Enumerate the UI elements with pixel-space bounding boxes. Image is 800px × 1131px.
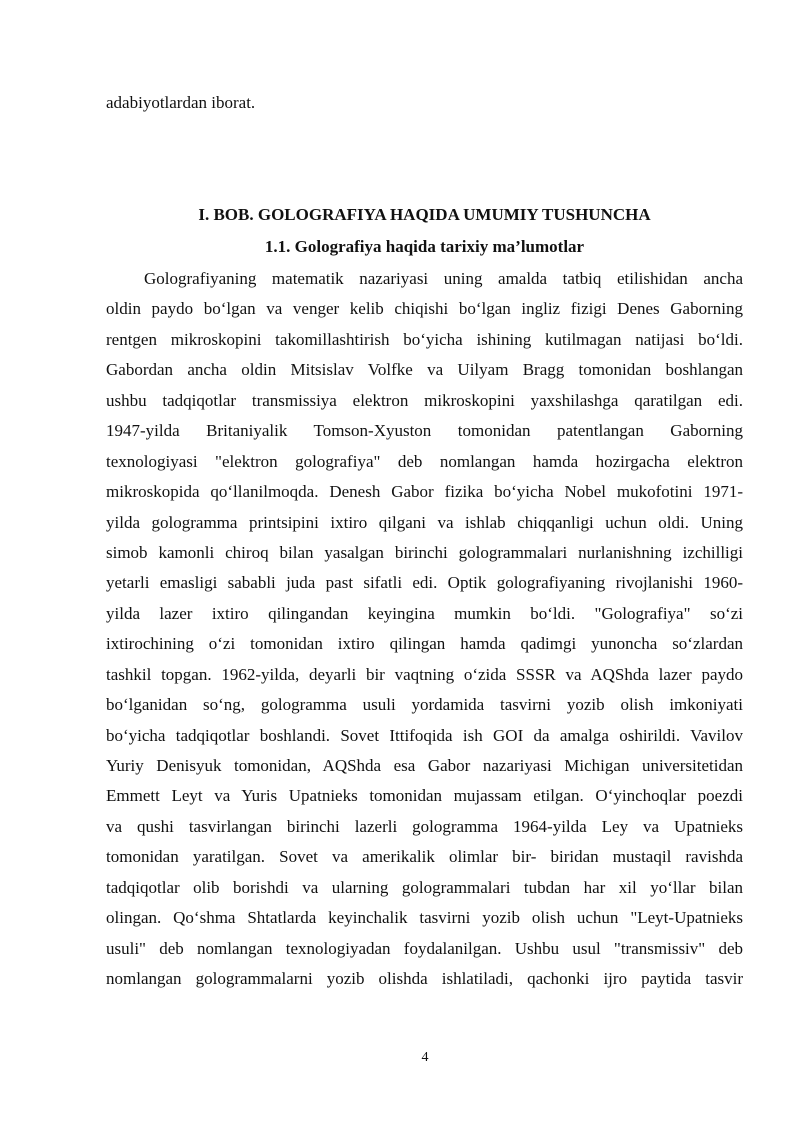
paragraph-line: texnologiyasi "elektron golografiya" deb nomlangan hamda hozirgacha elektron: [106, 451, 743, 471]
paragraph-line: yetarli emasligi sababli juda past sifatli edi. Optik golografiyaning rivojlanishi 1960-: [106, 573, 743, 593]
paragraph-line: Yuriy Denisyuk tomonidan, AQShda esa Gabor nazariyasi Michigan universitetidan: [106, 756, 743, 775]
paragraph-line: Golografiyaning matematik nazariyasi uning amalda tatbiq etilishidan ancha: [144, 269, 743, 288]
paragraph-line: tadqiqotlar olib borishdi va ularning gologrammalari tubdan har xil yo‘llar bilan: [106, 877, 743, 897]
paragraph-line: rentgen mikroskopini takomillashtirish bo‘yicha ishining kutilmagan natijasi bo‘ldi.: [106, 329, 743, 349]
paragraph-line: olingan. Qo‘shma Shtatlarda keyinchalik tasvirni yozib olish uchun "Leyt-Upatnieks: [106, 908, 743, 928]
paragraph-line: simob kamonli chiroq bilan yasalgan birinchi gologrammalari nurlanishning izchilligi: [106, 542, 743, 562]
paragraph-line: mikroskopida qo‘llanilmoqda. Denesh Gabor fizika bo‘yicha Nobel mukofotini 1971-: [106, 482, 743, 502]
paragraph-line: 1947-yilda Britaniyalik Tomson-Xyuston tomonidan patentlangan Gaborning: [106, 421, 743, 441]
paragraph-line: oldin paydo bo‘lgan va venger kelib chiqishi bo‘lgan ingliz fizigi Denes Gaborning: [106, 299, 743, 319]
paragraph-line: usuli" deb nomlangan texnologiyadan foydalanilgan. Ushbu usul "transmissiv" deb: [106, 938, 743, 958]
paragraph-line: yilda gologramma printsipini ixtiro qilgani va ishlab chiqqanligi uchun oldi. Uning: [106, 512, 743, 532]
paragraph-line: va qushi tasvirlangan birinchi lazerli gologramma 1964-yilda Ley va Upatnieks: [106, 816, 743, 836]
paragraph-line: Gabordan ancha oldin Mitsislav Volfke va Uilyam Bragg tomonidan boshlangan: [106, 360, 743, 380]
body-paragraph: [106, 264, 743, 995]
paragraph-line: bo‘lganidan so‘ng, gologramma usuli yordamida tasvirni yozib olish imkoniyati: [106, 695, 743, 715]
section-title: 1.1. Golografiya haqida tarixiy ma’lumotlar: [264, 237, 585, 256]
page-number: 4: [421, 1050, 429, 1065]
paragraph-line: nomlangan gologrammalarni yozib olishda ishlatiladi, qachonki ijro paytida tasvir: [106, 969, 743, 989]
paragraph-line: tashkil topgan. 1962-yilda, deyarli bir vaqtning o‘zida SSSR va AQShda lazer paydo: [106, 664, 743, 684]
paragraph-line: ushbu tadqiqotlar transmissiya elektron mikroskopini yaxshilashga qaratilgan edi.: [106, 390, 743, 410]
paragraph-line: ixtirochining o‘zi tomonidan ixtiro qilingan hamda qadimgi yunoncha so‘zlardan: [106, 634, 743, 654]
paragraph-line: tomonidan yaratilgan. Sovet va amerikalik olimlar bir- biridan mustaqil ravishda: [106, 847, 743, 867]
paragraph-line: bo‘yicha tadqiqotlar boshlandi. Sovet Ittifoqida ish GOI da amalga oshirildi. Vavilov: [106, 725, 743, 745]
chapter-title: I. BOB. GOLOGRAFIYA HAQIDA UMUMIY TUSHUNCHA: [198, 205, 651, 224]
carry-over-text: adabiyotlardan iborat.: [106, 93, 256, 112]
paragraph-line: yilda lazer ixtiro qilingandan keyingina mumkin bo‘ldi. "Golografiya" so‘zi: [106, 603, 743, 623]
paragraph-line: Emmett Leyt va Yuris Upatnieks tomonidan mujassam etilgan. O‘yinchoqlar poezdi: [106, 786, 743, 806]
